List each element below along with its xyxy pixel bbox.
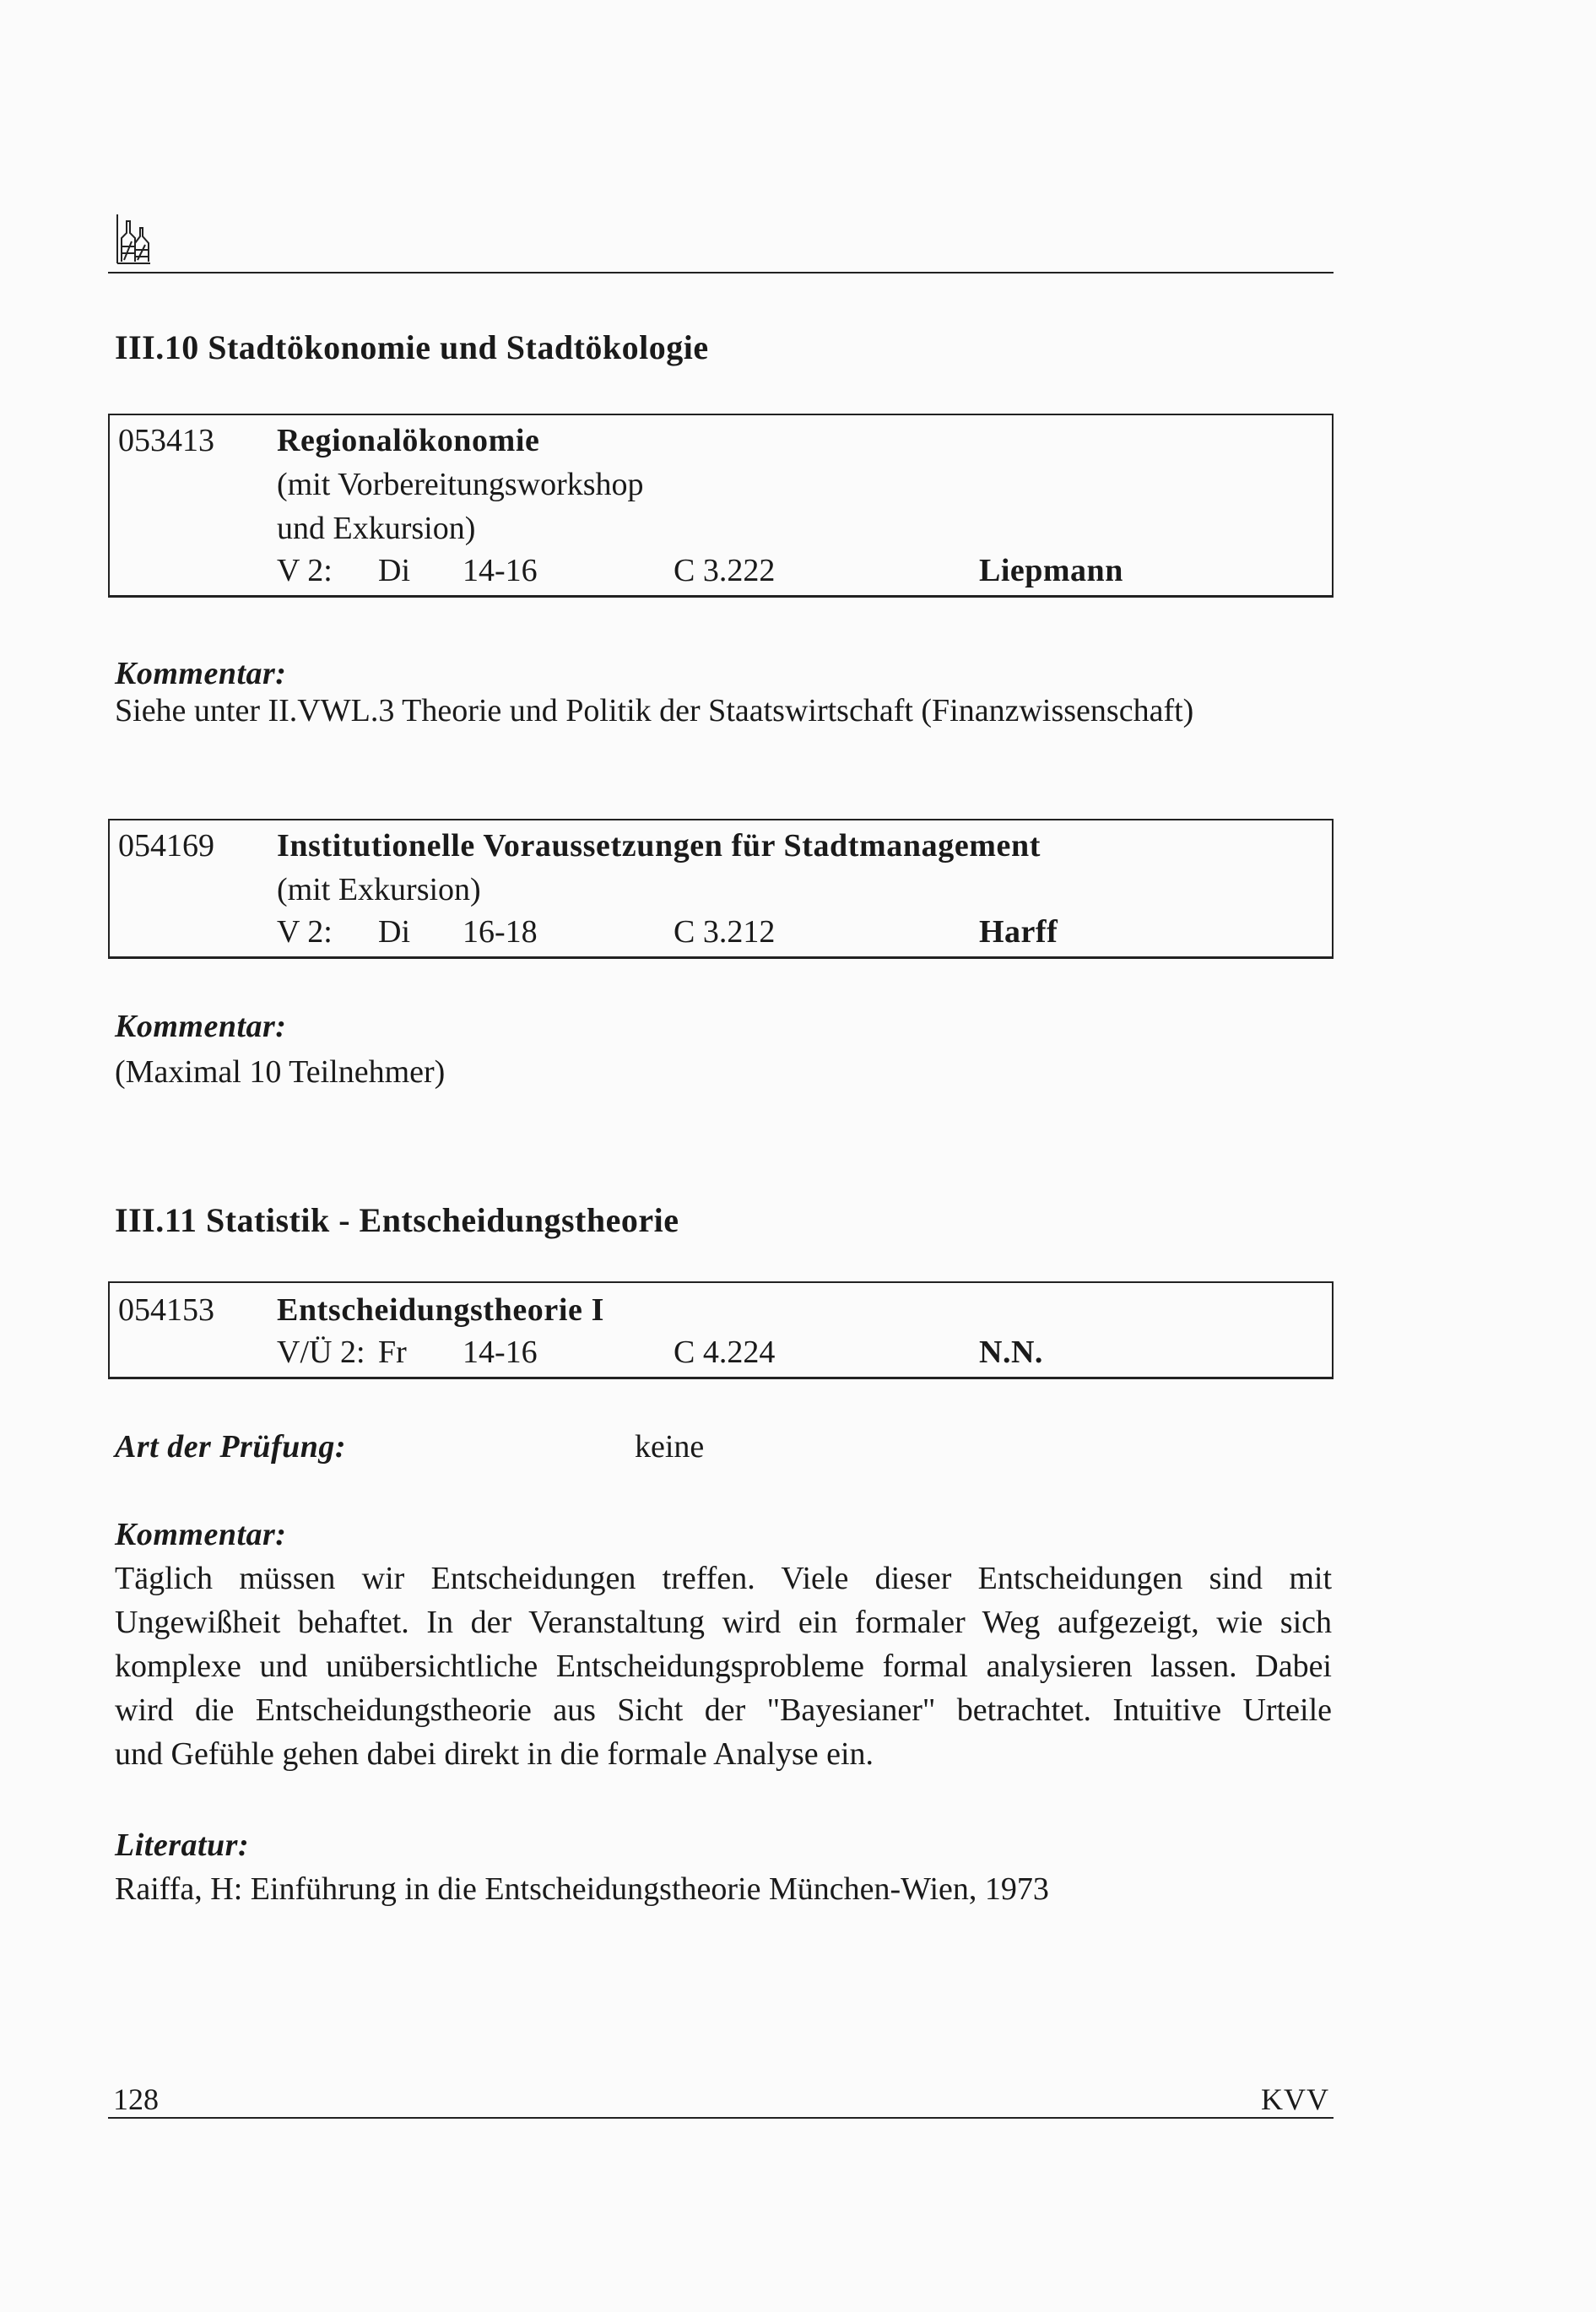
comment-line: Ungewißheit behaftet. In der Veranstaltung wird ein formaler Weg aufgezeigt, wie sich xyxy=(115,1605,1332,1640)
course-box xyxy=(108,819,1334,959)
course-subtitle: (mit Exkursion) xyxy=(277,872,481,907)
course-title: Entscheidungstheorie I xyxy=(277,1292,604,1328)
course-lecturer: Harff xyxy=(979,914,1058,950)
comment-label: Kommentar: xyxy=(115,656,287,691)
course-subtitle: (mit Vorbereitungsworkshop xyxy=(277,467,644,502)
course-type: V/Ü 2: xyxy=(277,1335,365,1370)
course-time: 16-18 xyxy=(463,914,538,950)
page-number: 128 xyxy=(113,2082,159,2116)
course-box xyxy=(108,1281,1334,1379)
course-day: Fr xyxy=(378,1335,407,1370)
course-box xyxy=(108,414,1334,598)
comment-label: Kommentar: xyxy=(115,1009,287,1044)
section-title: III.10 Stadtökonomie und Stadtökologie xyxy=(115,328,709,366)
course-type: V 2: xyxy=(277,914,333,950)
exam-value: keine xyxy=(635,1429,705,1465)
course-title: Institutionelle Voraussetzungen für Stadtmanagement xyxy=(277,828,1041,864)
comment-text: Siehe unter II.VWL.3 Theorie und Politik der Staatswirtschaft (Finanzwissenschaft) xyxy=(115,693,1194,728)
building-sketch-icon xyxy=(115,213,152,267)
course-day: Di xyxy=(378,553,410,588)
literature-text: Raiffa, H: Einführung in die Entscheidungstheorie München-Wien, 1973 xyxy=(115,1871,1049,1907)
comment-line: Täglich müssen wir Entscheidungen treffen. Viele dieser Entscheidungen sind mit xyxy=(115,1561,1332,1596)
course-number: 054169 xyxy=(118,828,214,864)
course-title: Regionalökonomie xyxy=(277,423,540,458)
footer-rule xyxy=(108,2117,1334,2119)
course-room: C 3.212 xyxy=(674,914,776,950)
header-rule xyxy=(108,272,1334,273)
comment-line: und Gefühle gehen dabei direkt in die formale Analyse ein. xyxy=(115,1736,874,1772)
course-lecturer: Liepmann xyxy=(979,553,1123,588)
course-number: 053413 xyxy=(118,423,214,458)
course-lecturer: N.N. xyxy=(979,1335,1043,1370)
comment-line: wird die Entscheidungstheorie aus Sicht der "Bayesianer" betrachtet. Intuitive Urteile xyxy=(115,1692,1332,1728)
literature-label: Literatur: xyxy=(115,1827,250,1863)
course-subtitle: und Exkursion) xyxy=(277,511,476,546)
comment-text: (Maximal 10 Teilnehmer) xyxy=(115,1054,446,1090)
exam-label: Art der Prüfung: xyxy=(115,1429,347,1465)
section-title: III.11 Statistik - Entscheidungstheorie xyxy=(115,1201,679,1239)
course-number: 054153 xyxy=(118,1292,214,1328)
comment-line: komplexe und unübersichtliche Entscheidungsprobleme formal analysieren lassen. Dabei xyxy=(115,1649,1332,1684)
footer-title: KVV xyxy=(1261,2082,1329,2116)
course-time: 14-16 xyxy=(463,1335,538,1370)
course-type: V 2: xyxy=(277,553,333,588)
course-day: Di xyxy=(378,914,410,950)
comment-label: Kommentar: xyxy=(115,1517,287,1552)
course-room: C 4.224 xyxy=(674,1335,776,1370)
course-time: 14-16 xyxy=(463,553,538,588)
course-room: C 3.222 xyxy=(674,553,776,588)
